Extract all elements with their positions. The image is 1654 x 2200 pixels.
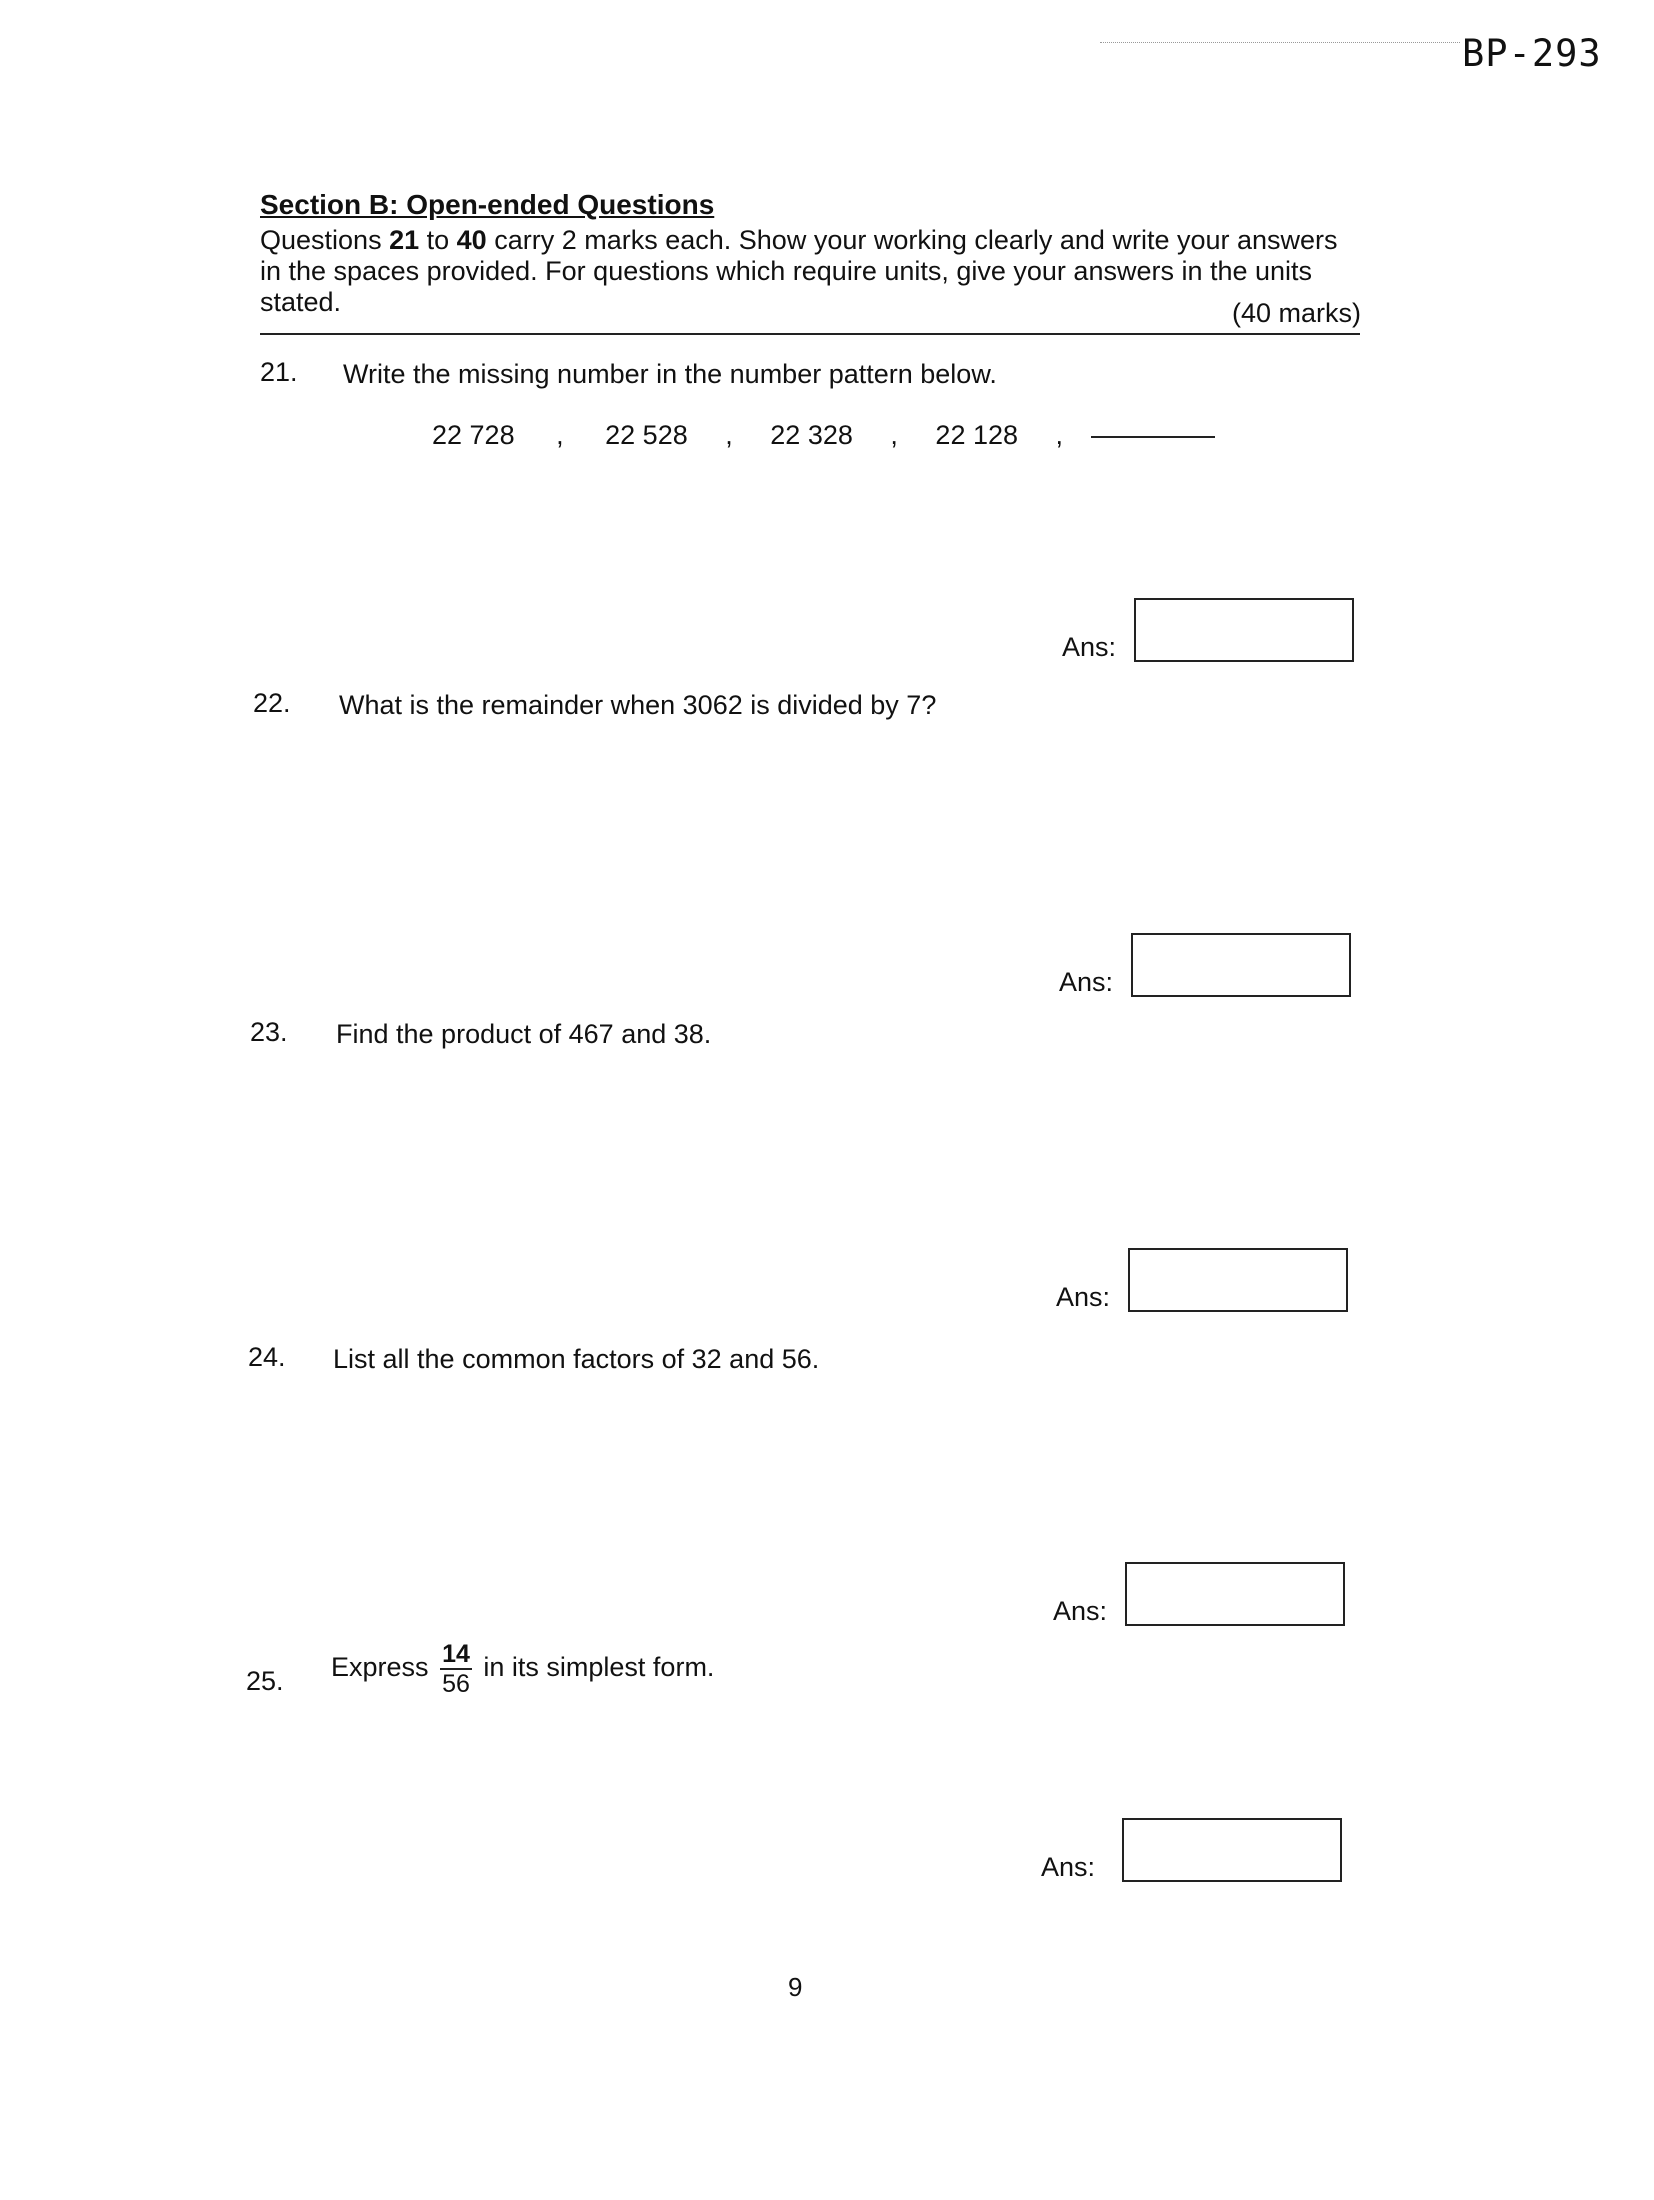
answer-box-21[interactable] bbox=[1134, 598, 1354, 662]
question-text bbox=[331, 1642, 714, 1696]
question-text: List all the common factors of 32 and 56. bbox=[333, 1344, 820, 1374]
fraction-denominator: 56 bbox=[442, 1670, 470, 1698]
instructions-last-question: 40 bbox=[456, 225, 487, 255]
question-text: Write the missing number in the number pattern below. bbox=[343, 359, 997, 389]
question-number: 21. bbox=[260, 357, 298, 387]
question-number: 24. bbox=[248, 1342, 286, 1372]
answer-label: Ans: bbox=[1062, 632, 1117, 662]
answer-label: Ans: bbox=[1053, 1596, 1108, 1626]
question-number: 25. bbox=[246, 1666, 284, 1696]
section-divider bbox=[260, 333, 1360, 335]
instructions-text: carry 2 marks each. Show your working clearly and write your answers in the spaces provided. For questions which require units, give your answers in the units stated. bbox=[260, 225, 1338, 317]
pattern-separator: , bbox=[1055, 420, 1064, 450]
paper-code: BP-293 bbox=[1462, 32, 1602, 75]
pattern-separator: , bbox=[725, 420, 733, 450]
page-number: 9 bbox=[788, 1972, 803, 2002]
pattern-term: 22 528 bbox=[605, 420, 688, 450]
header-dotted-line bbox=[1100, 42, 1460, 43]
question-text: Find the product of 467 and 38. bbox=[336, 1019, 712, 1049]
missing-number-blank[interactable] bbox=[1091, 436, 1215, 438]
instructions-first-question: 21 bbox=[389, 225, 420, 255]
question-number: 22. bbox=[253, 688, 291, 718]
pattern-separator: , bbox=[890, 420, 898, 450]
question-text: What is the remainder when 3062 is divided by 7? bbox=[339, 690, 937, 720]
question-number: 23. bbox=[250, 1017, 288, 1047]
answer-box-24[interactable] bbox=[1125, 1562, 1345, 1626]
pattern-separator: , bbox=[556, 420, 564, 450]
answer-label: Ans: bbox=[1056, 1282, 1111, 1312]
section-title: Section B: Open-ended Questions bbox=[260, 189, 715, 220]
answer-box-23[interactable] bbox=[1128, 1248, 1348, 1312]
pattern-term: 22 128 bbox=[935, 420, 1019, 450]
section-instructions bbox=[260, 225, 1360, 318]
pattern-term: 22 328 bbox=[770, 420, 853, 450]
fraction-numerator: 14 bbox=[442, 1640, 470, 1668]
pattern-term: 22 728 bbox=[432, 420, 515, 450]
answer-label: Ans: bbox=[1059, 967, 1114, 997]
question-text-after: in its simplest form. bbox=[483, 1652, 715, 1683]
instructions-text: Questions bbox=[260, 225, 390, 255]
answer-box-22[interactable] bbox=[1131, 933, 1351, 997]
question-text-before: Express bbox=[331, 1652, 429, 1683]
section-marks: (40 marks) bbox=[1231, 298, 1361, 328]
fraction bbox=[440, 1642, 472, 1696]
instructions-text: to bbox=[419, 225, 457, 255]
answer-label: Ans: bbox=[1041, 1852, 1096, 1882]
number-pattern bbox=[432, 420, 1215, 451]
answer-box-25[interactable] bbox=[1122, 1818, 1342, 1882]
